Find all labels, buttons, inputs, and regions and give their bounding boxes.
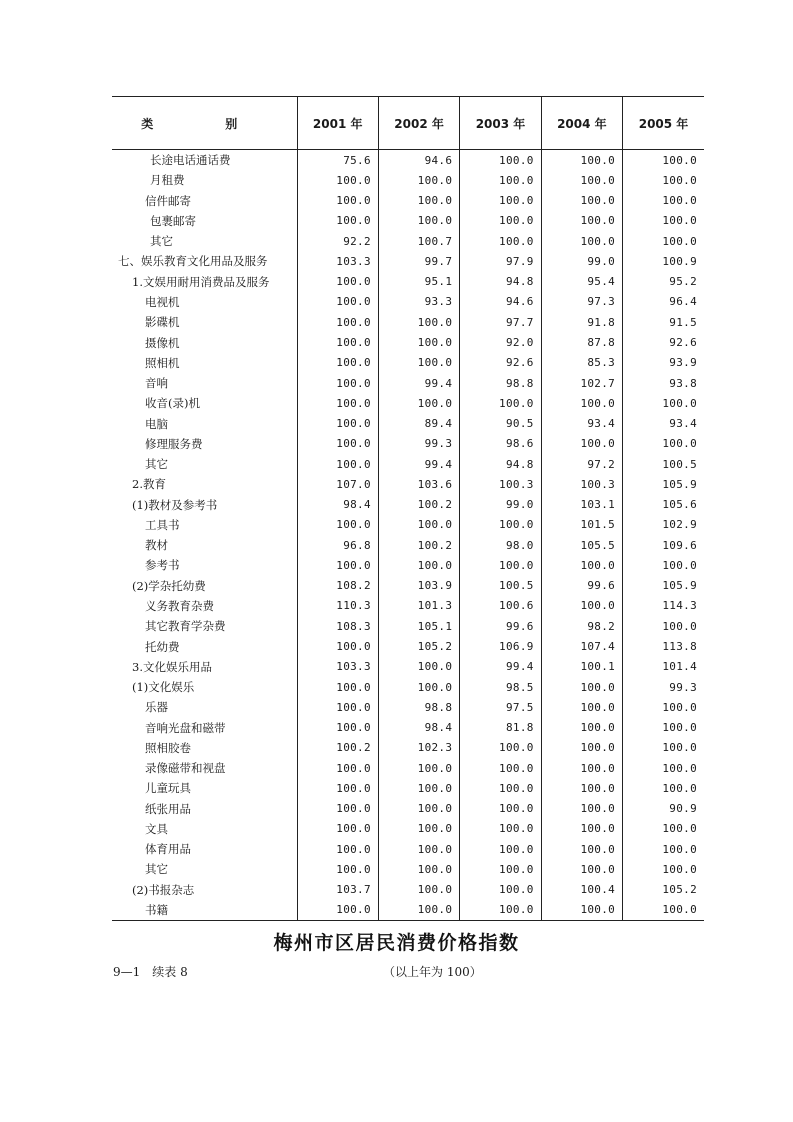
category-cell: 纸张用品 (145, 801, 191, 816)
category-cell: 其它 (150, 234, 173, 249)
value-cell: 100.5 (623, 454, 704, 474)
category-cell: 影碟机 (145, 315, 180, 330)
table-row (112, 231, 704, 251)
value-cell: 99.0 (460, 495, 541, 515)
value-cell: 100.0 (378, 312, 459, 332)
table-row (112, 900, 704, 921)
table-number: 9—1 续表 8 (113, 965, 188, 979)
value-cell: 108.2 (297, 576, 378, 596)
value-cell: 100.0 (541, 434, 622, 454)
table-row (112, 677, 704, 697)
value-cell: 100.0 (378, 657, 459, 677)
table-row (112, 839, 704, 859)
value-cell: 100.0 (297, 900, 378, 921)
base-note: （以上年为 100） (383, 965, 482, 979)
value-cell: 100.0 (297, 515, 378, 535)
value-cell: 100.0 (378, 515, 459, 535)
table-row (112, 535, 704, 555)
value-cell: 100.0 (623, 191, 704, 211)
value-cell: 100.0 (623, 150, 704, 171)
header-year: 2004 年 (541, 97, 622, 150)
value-cell: 100.0 (297, 697, 378, 717)
category-cell: 托幼费 (145, 639, 180, 654)
value-cell: 99.4 (460, 657, 541, 677)
value-cell: 92.2 (297, 231, 378, 251)
table-row (112, 616, 704, 636)
category-cell: 收音(录)机 (145, 396, 200, 411)
value-cell: 100.0 (460, 839, 541, 859)
value-cell: 100.4 (541, 880, 622, 900)
category-cell: 体育用品 (145, 842, 191, 857)
value-cell: 100.0 (541, 596, 622, 616)
value-cell: 105.5 (541, 535, 622, 555)
table-row (112, 880, 704, 900)
value-cell: 100.0 (541, 738, 622, 758)
value-cell: 100.0 (460, 859, 541, 879)
value-cell: 99.4 (378, 454, 459, 474)
value-cell: 100.0 (378, 677, 459, 697)
value-cell: 100.2 (378, 495, 459, 515)
value-cell: 106.9 (460, 636, 541, 656)
category-cell: 其它 (145, 862, 168, 877)
value-cell: 100.0 (541, 717, 622, 737)
value-cell: 100.0 (623, 738, 704, 758)
value-cell: 102.9 (623, 515, 704, 535)
value-cell: 100.0 (297, 839, 378, 859)
category-cell: 电视机 (145, 294, 180, 309)
value-cell: 92.6 (623, 332, 704, 352)
category-cell: 修理服务费 (145, 436, 203, 451)
value-cell: 100.0 (297, 170, 378, 190)
table-row (112, 413, 704, 433)
value-cell: 103.6 (378, 474, 459, 494)
value-cell: 100.0 (297, 272, 378, 292)
table-row (112, 717, 704, 737)
value-cell: 85.3 (541, 353, 622, 373)
value-cell: 100.0 (297, 799, 378, 819)
value-cell: 98.4 (297, 495, 378, 515)
value-cell: 100.0 (623, 778, 704, 798)
value-cell: 100.0 (460, 738, 541, 758)
value-cell: 98.2 (541, 616, 622, 636)
value-cell: 100.0 (378, 880, 459, 900)
category-cell: 月租费 (150, 173, 185, 188)
value-cell: 97.7 (460, 312, 541, 332)
table-row (112, 434, 704, 454)
value-cell: 99.3 (623, 677, 704, 697)
value-cell: 94.8 (460, 454, 541, 474)
value-cell: 100.0 (297, 819, 378, 839)
table-row (112, 799, 704, 819)
value-cell: 103.3 (297, 657, 378, 677)
value-cell: 89.4 (378, 413, 459, 433)
value-cell: 100.0 (541, 758, 622, 778)
value-cell: 109.6 (623, 535, 704, 555)
value-cell: 90.5 (460, 413, 541, 433)
value-cell: 98.5 (460, 677, 541, 697)
value-cell: 100.0 (623, 170, 704, 190)
value-cell: 75.6 (297, 150, 378, 171)
value-cell: 100.0 (297, 292, 378, 312)
table-row (112, 738, 704, 758)
category-cell: 其它 (145, 457, 168, 472)
value-cell: 100.0 (297, 413, 378, 433)
page-title: 梅州市区居民消费价格指数 (273, 932, 520, 954)
category-cell: (2)学杂托幼费 (132, 578, 206, 593)
value-cell: 94.6 (378, 150, 459, 171)
value-cell: 99.4 (378, 373, 459, 393)
table-row (112, 251, 704, 271)
table-row (112, 272, 704, 292)
value-cell: 100.0 (460, 170, 541, 190)
value-cell: 100.0 (541, 677, 622, 697)
value-cell: 100.0 (623, 859, 704, 879)
value-cell: 96.8 (297, 535, 378, 555)
value-cell: 100.0 (623, 616, 704, 636)
value-cell: 101.4 (623, 657, 704, 677)
table-row (112, 191, 704, 211)
category-cell: 摄像机 (145, 335, 180, 350)
category-cell: 电脑 (145, 416, 168, 431)
table-body (112, 150, 704, 921)
value-cell: 113.8 (623, 636, 704, 656)
value-cell: 93.4 (541, 413, 622, 433)
category-cell: 儿童玩具 (145, 781, 191, 796)
value-cell: 98.6 (460, 434, 541, 454)
table-row (112, 474, 704, 494)
value-cell: 105.6 (623, 495, 704, 515)
value-cell: 100.0 (297, 555, 378, 575)
value-cell: 100.0 (541, 393, 622, 413)
value-cell: 100.2 (297, 738, 378, 758)
table-row (112, 150, 704, 171)
value-cell: 100.0 (378, 332, 459, 352)
value-cell: 96.4 (623, 292, 704, 312)
value-cell: 100.0 (541, 555, 622, 575)
value-cell: 103.7 (297, 880, 378, 900)
value-cell: 97.5 (460, 697, 541, 717)
value-cell: 100.0 (460, 758, 541, 778)
table-row (112, 292, 704, 312)
value-cell: 103.3 (297, 251, 378, 271)
value-cell: 91.8 (541, 312, 622, 332)
value-cell: 93.8 (623, 373, 704, 393)
value-cell: 105.9 (623, 474, 704, 494)
category-cell: 音响光盘和磁带 (145, 720, 226, 735)
category-cell: 3.文化娱乐用品 (132, 659, 212, 674)
value-cell: 100.0 (378, 211, 459, 231)
value-cell: 98.8 (378, 697, 459, 717)
value-cell: 100.0 (623, 900, 704, 921)
value-cell: 99.0 (541, 251, 622, 271)
table-header-row (112, 97, 704, 150)
value-cell: 100.0 (623, 717, 704, 737)
value-cell: 100.0 (297, 454, 378, 474)
value-cell: 95.1 (378, 272, 459, 292)
table-row (112, 859, 704, 879)
value-cell: 102.7 (541, 373, 622, 393)
value-cell: 100.0 (297, 717, 378, 737)
value-cell: 95.2 (623, 272, 704, 292)
value-cell: 100.0 (541, 778, 622, 798)
category-cell: 教材 (145, 538, 168, 553)
value-cell: 100.0 (378, 900, 459, 921)
value-cell: 100.0 (541, 191, 622, 211)
value-cell: 93.9 (623, 353, 704, 373)
value-cell: 100.0 (541, 799, 622, 819)
value-cell: 100.9 (623, 251, 704, 271)
table-row (112, 778, 704, 798)
table-row (112, 758, 704, 778)
value-cell: 100.0 (541, 819, 622, 839)
value-cell: 100.0 (297, 373, 378, 393)
value-cell: 100.0 (460, 191, 541, 211)
value-cell: 100.0 (297, 434, 378, 454)
value-cell: 100.0 (460, 515, 541, 535)
value-cell: 94.8 (460, 272, 541, 292)
category-cell: (1)文化娱乐 (132, 680, 195, 695)
value-cell: 81.8 (460, 717, 541, 737)
table-row (112, 697, 704, 717)
value-cell: 100.0 (460, 211, 541, 231)
value-cell: 92.0 (460, 332, 541, 352)
value-cell: 100.0 (541, 839, 622, 859)
table-row (112, 332, 704, 352)
header-year: 2005 年 (623, 97, 704, 150)
table-row (112, 312, 704, 332)
value-cell: 100.0 (460, 778, 541, 798)
value-cell: 101.3 (378, 596, 459, 616)
value-cell: 97.3 (541, 292, 622, 312)
value-cell: 100.0 (297, 677, 378, 697)
value-cell: 100.0 (378, 839, 459, 859)
value-cell: 100.0 (460, 819, 541, 839)
value-cell: 101.5 (541, 515, 622, 535)
category-cell: 照相胶卷 (145, 740, 191, 755)
value-cell: 110.3 (297, 596, 378, 616)
value-cell: 97.9 (460, 251, 541, 271)
value-cell: 100.0 (378, 393, 459, 413)
table-row (112, 636, 704, 656)
table-row (112, 211, 704, 231)
table-row (112, 515, 704, 535)
value-cell: 100.0 (297, 393, 378, 413)
header-category: 类 别 (112, 97, 297, 150)
value-cell: 100.0 (297, 353, 378, 373)
category-cell: 其它教育学杂费 (145, 619, 226, 634)
value-cell: 100.0 (460, 900, 541, 921)
value-cell: 100.0 (378, 859, 459, 879)
category-cell: 乐器 (145, 700, 168, 715)
category-cell: 2.教育 (132, 477, 166, 492)
value-cell: 100.0 (623, 211, 704, 231)
table-row (112, 555, 704, 575)
value-cell: 100.0 (541, 150, 622, 171)
value-cell: 100.0 (541, 231, 622, 251)
value-cell: 100.0 (297, 312, 378, 332)
value-cell: 100.7 (378, 231, 459, 251)
table-row (112, 576, 704, 596)
table-row (112, 170, 704, 190)
value-cell: 100.0 (378, 758, 459, 778)
category-cell: 七、娱乐教育文化用品及服务 (118, 254, 268, 269)
header-year: 2003 年 (460, 97, 541, 150)
category-cell: 义务教育杂费 (145, 598, 214, 613)
value-cell: 100.0 (460, 880, 541, 900)
value-cell: 105.1 (378, 616, 459, 636)
table-row (112, 657, 704, 677)
category-cell: 包裹邮寄 (150, 213, 196, 228)
price-index-table (112, 96, 704, 921)
category-cell: 参考书 (145, 558, 180, 573)
value-cell: 95.4 (541, 272, 622, 292)
value-cell: 100.0 (460, 231, 541, 251)
header-year: 2002 年 (378, 97, 459, 150)
value-cell: 100.0 (541, 170, 622, 190)
table-row (112, 373, 704, 393)
value-cell: 102.3 (378, 738, 459, 758)
category-cell: 照相机 (145, 355, 180, 370)
category-cell: 工具书 (145, 517, 180, 532)
value-cell: 100.0 (297, 211, 378, 231)
value-cell: 100.0 (623, 555, 704, 575)
value-cell: 100.0 (623, 839, 704, 859)
value-cell: 97.2 (541, 454, 622, 474)
value-cell: 98.8 (460, 373, 541, 393)
value-cell: 99.3 (378, 434, 459, 454)
category-cell: 1.文娱用耐用消费品及服务 (132, 274, 270, 289)
value-cell: 100.0 (541, 697, 622, 717)
value-cell: 100.0 (460, 799, 541, 819)
value-cell: 99.7 (378, 251, 459, 271)
table-row (112, 596, 704, 616)
value-cell: 105.2 (623, 880, 704, 900)
value-cell: 100.0 (623, 393, 704, 413)
value-cell: 100.6 (460, 596, 541, 616)
value-cell: 100.5 (460, 576, 541, 596)
value-cell: 93.3 (378, 292, 459, 312)
value-cell: 98.0 (460, 535, 541, 555)
table-row (112, 454, 704, 474)
value-cell: 100.0 (378, 778, 459, 798)
value-cell: 90.9 (623, 799, 704, 819)
value-cell: 100.0 (297, 191, 378, 211)
category-cell: 录像磁带和视盘 (145, 761, 226, 776)
category-cell: 信件邮寄 (145, 193, 191, 208)
value-cell: 100.0 (623, 758, 704, 778)
value-cell: 100.0 (378, 191, 459, 211)
value-cell: 114.3 (623, 596, 704, 616)
value-cell: 100.0 (623, 231, 704, 251)
value-cell: 100.2 (378, 535, 459, 555)
category-cell: (2)书报杂志 (132, 882, 195, 897)
value-cell: 100.3 (460, 474, 541, 494)
value-cell: 100.0 (541, 900, 622, 921)
value-cell: 107.4 (541, 636, 622, 656)
value-cell: 100.0 (378, 799, 459, 819)
value-cell: 100.3 (541, 474, 622, 494)
value-cell: 93.4 (623, 413, 704, 433)
value-cell: 100.0 (297, 859, 378, 879)
value-cell: 92.6 (460, 353, 541, 373)
value-cell: 100.0 (297, 636, 378, 656)
value-cell: 105.9 (623, 576, 704, 596)
value-cell: 100.1 (541, 657, 622, 677)
value-cell: 100.0 (378, 170, 459, 190)
table-row (112, 819, 704, 839)
header-year: 2001 年 (297, 97, 378, 150)
value-cell: 87.8 (541, 332, 622, 352)
value-cell: 98.4 (378, 717, 459, 737)
category-cell: (1)教材及参考书 (132, 497, 218, 512)
value-cell: 100.0 (378, 819, 459, 839)
value-cell: 100.0 (623, 697, 704, 717)
value-cell: 100.0 (378, 555, 459, 575)
value-cell: 100.0 (297, 758, 378, 778)
value-cell: 99.6 (541, 576, 622, 596)
value-cell: 100.0 (460, 393, 541, 413)
value-cell: 103.1 (541, 495, 622, 515)
value-cell: 100.0 (378, 353, 459, 373)
value-cell: 100.0 (297, 332, 378, 352)
value-cell: 108.3 (297, 616, 378, 636)
value-cell: 100.0 (541, 859, 622, 879)
value-cell: 100.0 (541, 211, 622, 231)
value-cell: 103.9 (378, 576, 459, 596)
category-cell: 长途电话通话费 (150, 153, 231, 168)
value-cell: 99.6 (460, 616, 541, 636)
value-cell: 100.0 (623, 819, 704, 839)
table-row (112, 393, 704, 413)
table-row (112, 495, 704, 515)
value-cell: 100.0 (460, 555, 541, 575)
value-cell: 94.6 (460, 292, 541, 312)
value-cell: 105.2 (378, 636, 459, 656)
value-cell: 107.0 (297, 474, 378, 494)
value-cell: 100.0 (460, 150, 541, 171)
value-cell: 91.5 (623, 312, 704, 332)
table-row (112, 353, 704, 373)
value-cell: 100.0 (297, 778, 378, 798)
value-cell: 100.0 (623, 434, 704, 454)
category-cell: 文具 (145, 821, 168, 836)
category-cell: 音响 (145, 376, 168, 391)
category-cell: 书籍 (112, 900, 297, 921)
